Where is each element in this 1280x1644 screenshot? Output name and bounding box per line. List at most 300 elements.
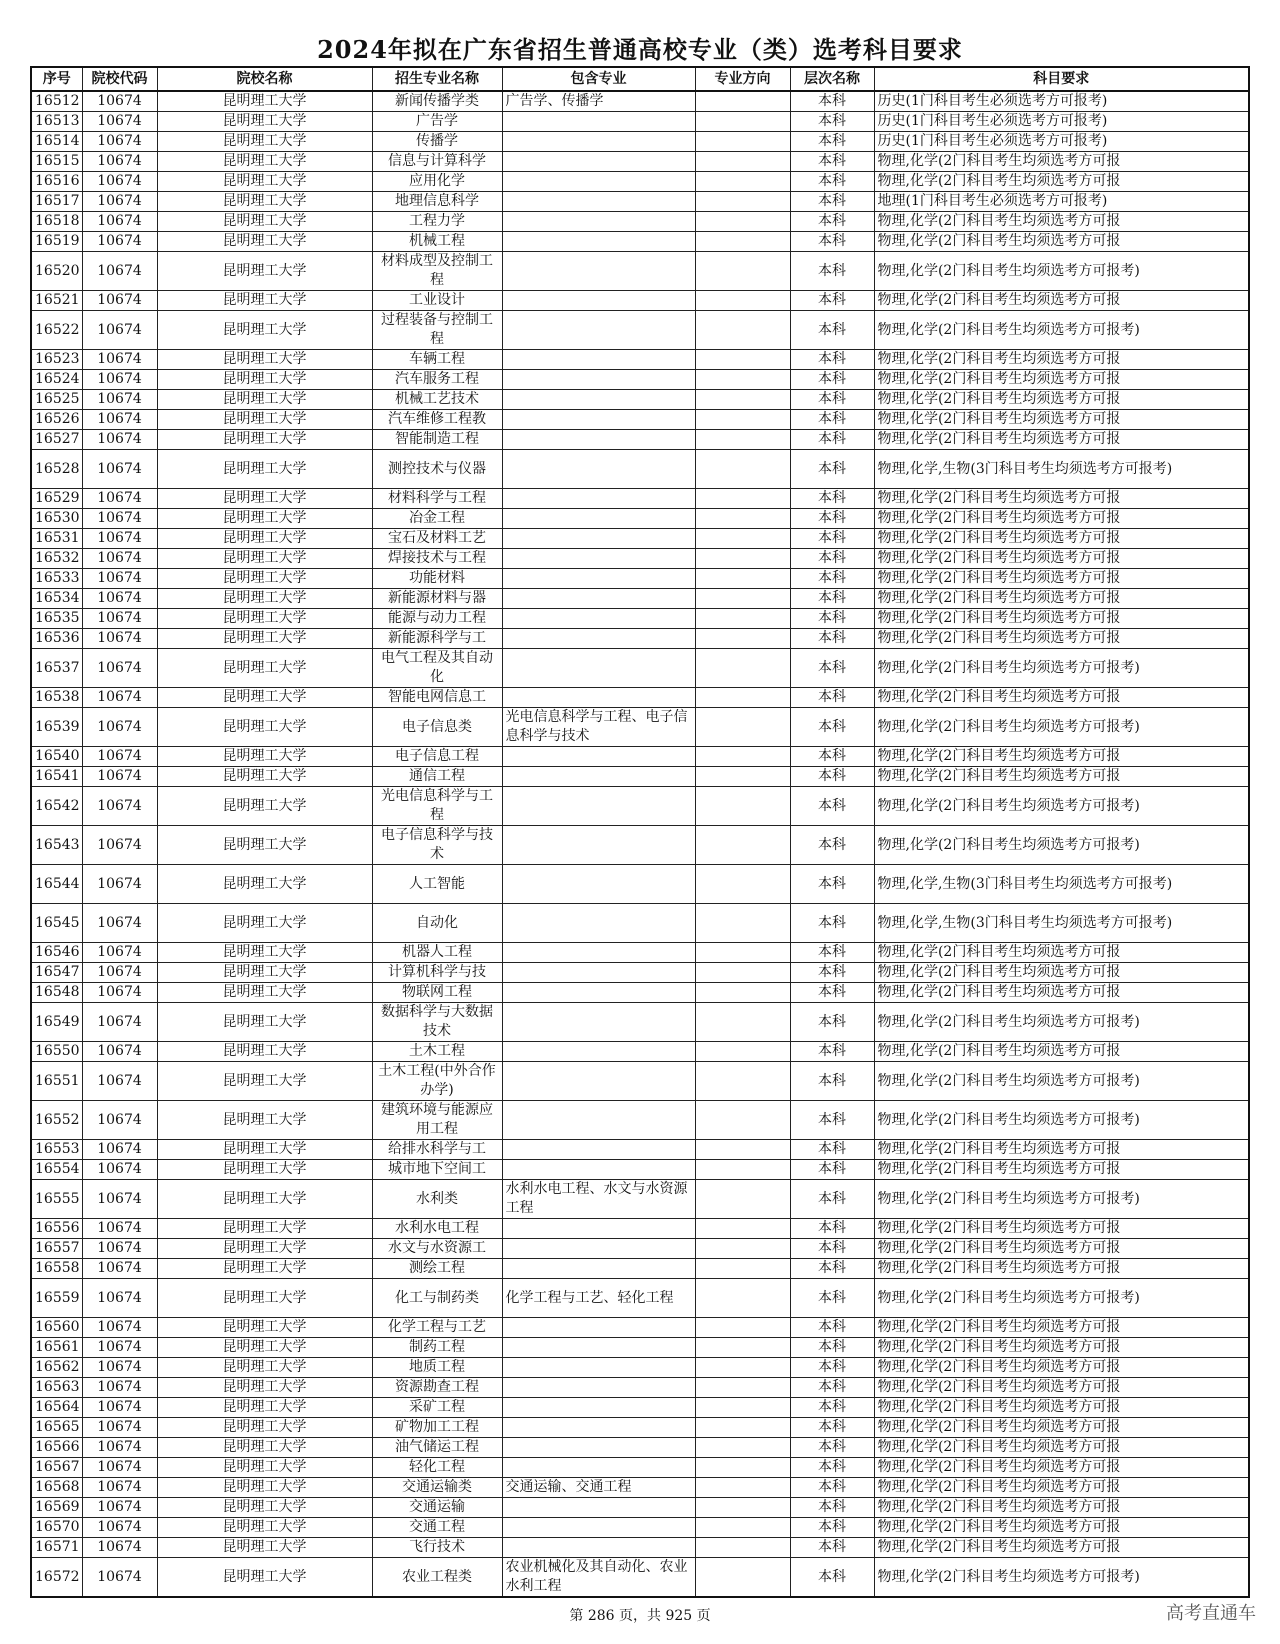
cell-major-name: 电子信息类 — [372, 708, 502, 747]
table-row — [31, 1318, 1249, 1338]
page-number: 第 286 页，共 925 页 — [569, 1608, 711, 1624]
cell-major-name: 车辆工程 — [372, 350, 502, 370]
cell-level: 本科 — [790, 1518, 874, 1538]
cell-included-majors — [502, 1538, 695, 1558]
cell-school-name: 昆明理工大学 — [157, 350, 372, 370]
cell-serial: 16546 — [31, 943, 82, 963]
cell-level: 本科 — [790, 549, 874, 569]
cell-major-direction — [695, 1398, 790, 1418]
table-row — [31, 232, 1249, 252]
cell-serial: 16560 — [31, 1318, 82, 1338]
cell-school-name: 昆明理工大学 — [157, 1279, 372, 1318]
cell-level: 本科 — [790, 430, 874, 450]
cell-major-direction — [695, 192, 790, 212]
cell-school-code: 10674 — [82, 826, 157, 865]
cell-major-name: 焊接技术与工程 — [372, 549, 502, 569]
cell-major-name: 智能制造工程 — [372, 430, 502, 450]
cell-serial: 16545 — [31, 904, 82, 943]
cell-included-majors — [502, 1318, 695, 1338]
cell-school-code: 10674 — [82, 1140, 157, 1160]
cell-serial: 16536 — [31, 629, 82, 649]
cell-subject-requirement: 物理,化学(2门科目考生均须选考方可报 — [874, 747, 1249, 767]
cell-major-direction — [695, 1558, 790, 1598]
cell-serial: 16520 — [31, 252, 82, 291]
cell-subject-requirement: 物理,化学(2门科目考生均须选考方可报 — [874, 212, 1249, 232]
cell-subject-requirement: 物理,化学(2门科目考生均须选考方可报 — [874, 291, 1249, 311]
cell-level: 本科 — [790, 192, 874, 212]
cell-school-code: 10674 — [82, 1180, 157, 1219]
cell-included-majors — [502, 1458, 695, 1478]
cell-major-direction — [695, 1239, 790, 1259]
table-row — [31, 569, 1249, 589]
cell-school-name: 昆明理工大学 — [157, 172, 372, 192]
cell-school-name: 昆明理工大学 — [157, 1160, 372, 1180]
cell-serial: 16553 — [31, 1140, 82, 1160]
cell-major-direction — [695, 629, 790, 649]
cell-school-name: 昆明理工大学 — [157, 549, 372, 569]
cell-school-name: 昆明理工大学 — [157, 767, 372, 787]
table-row — [31, 1458, 1249, 1478]
cell-major-name: 水利类 — [372, 1180, 502, 1219]
cell-level: 本科 — [790, 569, 874, 589]
cell-level: 本科 — [790, 943, 874, 963]
cell-major-direction — [695, 311, 790, 350]
cell-included-majors — [502, 152, 695, 172]
cell-major-name: 交通工程 — [372, 1518, 502, 1538]
cell-included-majors — [502, 983, 695, 1003]
cell-major-name: 光电信息科学与工程 — [372, 787, 502, 826]
cell-major-direction — [695, 390, 790, 410]
table-row — [31, 1140, 1249, 1160]
cell-serial: 16533 — [31, 569, 82, 589]
cell-serial: 16542 — [31, 787, 82, 826]
cell-school-code: 10674 — [82, 112, 157, 132]
table-row — [31, 450, 1249, 489]
cell-major-name: 机械工程 — [372, 232, 502, 252]
cell-subject-requirement: 物理,化学(2门科目考生均须选考方可报 — [874, 1538, 1249, 1558]
cell-school-name: 昆明理工大学 — [157, 569, 372, 589]
cell-level: 本科 — [790, 609, 874, 629]
cell-subject-requirement: 物理,化学(2门科目考生均须选考方可报 — [874, 509, 1249, 529]
cell-subject-requirement: 物理,化学(2门科目考生均须选考方可报 — [874, 1160, 1249, 1180]
cell-serial: 16552 — [31, 1101, 82, 1140]
cell-serial: 16516 — [31, 172, 82, 192]
cell-level: 本科 — [790, 311, 874, 350]
cell-major-name: 测绘工程 — [372, 1259, 502, 1279]
cell-serial: 16547 — [31, 963, 82, 983]
cell-included-majors — [502, 1398, 695, 1418]
cell-major-direction — [695, 450, 790, 489]
table-row — [31, 390, 1249, 410]
cell-school-code: 10674 — [82, 450, 157, 489]
cell-subject-requirement: 物理,化学(2门科目考生均须选考方可报 — [874, 1239, 1249, 1259]
table-row — [31, 1378, 1249, 1398]
cell-level: 本科 — [790, 91, 874, 112]
cell-major-direction — [695, 943, 790, 963]
cell-subject-requirement: 物理,化学(2门科目考生均须选考方可报 — [874, 1418, 1249, 1438]
cell-school-code: 10674 — [82, 1318, 157, 1338]
cell-level: 本科 — [790, 904, 874, 943]
cell-school-code: 10674 — [82, 1378, 157, 1398]
cell-major-name: 水利水电工程 — [372, 1219, 502, 1239]
cell-school-name: 昆明理工大学 — [157, 1062, 372, 1101]
cell-major-direction — [695, 1101, 790, 1140]
cell-level: 本科 — [790, 410, 874, 430]
cell-subject-requirement: 物理,化学(2门科目考生均须选考方可报 — [874, 1518, 1249, 1538]
cell-major-direction — [695, 1518, 790, 1538]
cell-subject-requirement: 物理,化学(2门科目考生均须选考方可报考) — [874, 649, 1249, 688]
table-row — [31, 291, 1249, 311]
table-row — [31, 509, 1249, 529]
cell-school-code: 10674 — [82, 1518, 157, 1538]
table-row — [31, 1518, 1249, 1538]
cell-included-majors: 广告学、传播学 — [502, 91, 695, 112]
cell-level: 本科 — [790, 172, 874, 192]
cell-school-code: 10674 — [82, 787, 157, 826]
cell-serial: 16566 — [31, 1438, 82, 1458]
cell-major-name: 物联网工程 — [372, 983, 502, 1003]
cell-school-code: 10674 — [82, 291, 157, 311]
cell-major-name: 能源与动力工程 — [372, 609, 502, 629]
cell-major-name: 汽车维修工程教 — [372, 410, 502, 430]
cell-serial: 16571 — [31, 1538, 82, 1558]
cell-included-majors — [502, 747, 695, 767]
cell-major-direction — [695, 529, 790, 549]
cell-level: 本科 — [790, 1498, 874, 1518]
cell-included-majors — [502, 1438, 695, 1458]
cell-serial: 16530 — [31, 509, 82, 529]
cell-school-code: 10674 — [82, 609, 157, 629]
cell-subject-requirement: 物理,化学(2门科目考生均须选考方可报 — [874, 1438, 1249, 1458]
cell-included-majors — [502, 904, 695, 943]
cell-level: 本科 — [790, 767, 874, 787]
cell-subject-requirement: 物理,化学(2门科目考生均须选考方可报 — [874, 232, 1249, 252]
cell-major-name: 机械工艺技术 — [372, 390, 502, 410]
cell-level: 本科 — [790, 1318, 874, 1338]
cell-major-direction — [695, 1498, 790, 1518]
cell-included-majors — [502, 1518, 695, 1538]
cell-level: 本科 — [790, 1358, 874, 1378]
cell-included-majors — [502, 1042, 695, 1062]
cell-major-direction — [695, 1538, 790, 1558]
cell-school-name: 昆明理工大学 — [157, 1239, 372, 1259]
cell-level: 本科 — [790, 826, 874, 865]
cell-subject-requirement: 物理,化学(2门科目考生均须选考方可报 — [874, 172, 1249, 192]
cell-serial: 16555 — [31, 1180, 82, 1219]
cell-serial: 16519 — [31, 232, 82, 252]
cell-subject-requirement: 物理,化学(2门科目考生均须选考方可报 — [874, 963, 1249, 983]
cell-school-code: 10674 — [82, 589, 157, 609]
cell-level: 本科 — [790, 529, 874, 549]
cell-serial: 16525 — [31, 390, 82, 410]
cell-major-direction — [695, 904, 790, 943]
cell-level: 本科 — [790, 232, 874, 252]
cell-serial: 16554 — [31, 1160, 82, 1180]
cell-major-name: 计算机科学与技 — [372, 963, 502, 983]
cell-serial: 16550 — [31, 1042, 82, 1062]
cell-major-direction — [695, 1338, 790, 1358]
cell-subject-requirement: 物理,化学(2门科目考生均须选考方可报 — [874, 390, 1249, 410]
table-row — [31, 172, 1249, 192]
cell-level: 本科 — [790, 1279, 874, 1318]
cell-school-name: 昆明理工大学 — [157, 1318, 372, 1338]
cell-level: 本科 — [790, 708, 874, 747]
header-included-majors: 包含专业 — [502, 67, 695, 91]
cell-serial: 16534 — [31, 589, 82, 609]
cell-subject-requirement: 物理,化学(2门科目考生均须选考方可报考) — [874, 1062, 1249, 1101]
cell-school-code: 10674 — [82, 569, 157, 589]
cell-major-direction — [695, 649, 790, 688]
cell-serial: 16565 — [31, 1418, 82, 1438]
cell-school-name: 昆明理工大学 — [157, 1398, 372, 1418]
cell-school-code: 10674 — [82, 152, 157, 172]
cell-school-name: 昆明理工大学 — [157, 1140, 372, 1160]
cell-level: 本科 — [790, 291, 874, 311]
cell-level: 本科 — [790, 1239, 874, 1259]
cell-subject-requirement: 物理,化学(2门科目考生均须选考方可报 — [874, 1259, 1249, 1279]
table-row — [31, 1478, 1249, 1498]
cell-included-majors — [502, 963, 695, 983]
cell-included-majors: 交通运输、交通工程 — [502, 1478, 695, 1498]
cell-included-majors — [502, 1358, 695, 1378]
cell-major-name: 化工与制药类 — [372, 1279, 502, 1318]
cell-level: 本科 — [790, 390, 874, 410]
cell-school-code: 10674 — [82, 390, 157, 410]
cell-school-code: 10674 — [82, 509, 157, 529]
cell-school-name: 昆明理工大学 — [157, 370, 372, 390]
cell-included-majors — [502, 569, 695, 589]
cell-major-name: 智能电网信息工 — [372, 688, 502, 708]
cell-school-code: 10674 — [82, 311, 157, 350]
cell-school-code: 10674 — [82, 252, 157, 291]
cell-level: 本科 — [790, 1101, 874, 1140]
cell-subject-requirement: 物理,化学(2门科目考生均须选考方可报 — [874, 1318, 1249, 1338]
cell-level: 本科 — [790, 509, 874, 529]
cell-included-majors — [502, 311, 695, 350]
table-row — [31, 1042, 1249, 1062]
cell-school-name: 昆明理工大学 — [157, 1518, 372, 1538]
cell-school-code: 10674 — [82, 370, 157, 390]
cell-level: 本科 — [790, 152, 874, 172]
cell-level: 本科 — [790, 1338, 874, 1358]
cell-school-name: 昆明理工大学 — [157, 410, 372, 430]
cell-subject-requirement: 历史(1门科目考生必须选考方可报考) — [874, 132, 1249, 152]
cell-subject-requirement: 物理,化学(2门科目考生均须选考方可报 — [874, 1338, 1249, 1358]
cell-major-name: 人工智能 — [372, 865, 502, 904]
cell-school-name: 昆明理工大学 — [157, 904, 372, 943]
cell-school-name: 昆明理工大学 — [157, 390, 372, 410]
cell-serial: 16544 — [31, 865, 82, 904]
cell-subject-requirement: 历史(1门科目考生必须选考方可报考) — [874, 112, 1249, 132]
cell-school-code: 10674 — [82, 963, 157, 983]
cell-school-code: 10674 — [82, 1538, 157, 1558]
cell-level: 本科 — [790, 1458, 874, 1478]
cell-subject-requirement: 物理,化学(2门科目考生均须选考方可报 — [874, 410, 1249, 430]
cell-subject-requirement: 物理,化学(2门科目考生均须选考方可报 — [874, 1378, 1249, 1398]
table-body — [31, 91, 1249, 1597]
cell-school-name: 昆明理工大学 — [157, 1558, 372, 1598]
cell-major-direction — [695, 370, 790, 390]
cell-school-code: 10674 — [82, 1062, 157, 1101]
cell-major-direction — [695, 212, 790, 232]
table-row — [31, 1160, 1249, 1180]
cell-major-name: 农业工程类 — [372, 1558, 502, 1598]
cell-serial: 16535 — [31, 609, 82, 629]
cell-major-name: 数据科学与大数据技术 — [372, 1003, 502, 1042]
cell-level: 本科 — [790, 450, 874, 489]
cell-subject-requirement: 物理,化学(2门科目考生均须选考方可报 — [874, 1478, 1249, 1498]
cell-school-code: 10674 — [82, 1398, 157, 1418]
cell-serial: 16517 — [31, 192, 82, 212]
table-row — [31, 826, 1249, 865]
cell-included-majors — [502, 865, 695, 904]
table-row — [31, 865, 1249, 904]
cell-major-name: 化学工程与工艺 — [372, 1318, 502, 1338]
cell-major-name: 城市地下空间工 — [372, 1160, 502, 1180]
cell-level: 本科 — [790, 787, 874, 826]
cell-included-majors — [502, 629, 695, 649]
cell-subject-requirement: 物理,化学(2门科目考生均须选考方可报考) — [874, 1101, 1249, 1140]
cell-included-majors — [502, 1219, 695, 1239]
cell-school-code: 10674 — [82, 172, 157, 192]
cell-school-name: 昆明理工大学 — [157, 787, 372, 826]
table-row — [31, 1003, 1249, 1042]
cell-major-name: 工业设计 — [372, 291, 502, 311]
cell-major-direction — [695, 132, 790, 152]
page-title: 2024年拟在广东省招生普通高校专业（类）选考科目要求 — [317, 35, 963, 64]
cell-school-code: 10674 — [82, 410, 157, 430]
cell-major-direction — [695, 826, 790, 865]
cell-included-majors — [502, 943, 695, 963]
requirements-table — [30, 66, 1250, 1598]
cell-major-direction — [695, 489, 790, 509]
table-row — [31, 943, 1249, 963]
table-row — [31, 1279, 1249, 1318]
table-row — [31, 1338, 1249, 1358]
cell-major-direction — [695, 1219, 790, 1239]
cell-major-name: 信息与计算科学 — [372, 152, 502, 172]
cell-school-name: 昆明理工大学 — [157, 291, 372, 311]
cell-major-direction — [695, 232, 790, 252]
cell-school-code: 10674 — [82, 192, 157, 212]
cell-major-direction — [695, 1279, 790, 1318]
cell-included-majors: 光电信息科学与工程、电子信息科学与技术 — [502, 708, 695, 747]
cell-included-majors — [502, 450, 695, 489]
cell-major-name: 广告学 — [372, 112, 502, 132]
cell-school-code: 10674 — [82, 649, 157, 688]
cell-serial: 16526 — [31, 410, 82, 430]
cell-subject-requirement: 物理,化学(2门科目考生均须选考方可报 — [874, 609, 1249, 629]
cell-school-code: 10674 — [82, 91, 157, 112]
cell-included-majors — [502, 350, 695, 370]
cell-serial: 16528 — [31, 450, 82, 489]
cell-serial: 16532 — [31, 549, 82, 569]
cell-level: 本科 — [790, 1003, 874, 1042]
cell-level: 本科 — [790, 1418, 874, 1438]
cell-school-name: 昆明理工大学 — [157, 212, 372, 232]
cell-school-name: 昆明理工大学 — [157, 826, 372, 865]
cell-school-name: 昆明理工大学 — [157, 963, 372, 983]
cell-school-name: 昆明理工大学 — [157, 983, 372, 1003]
cell-serial: 16529 — [31, 489, 82, 509]
table-row — [31, 1239, 1249, 1259]
cell-serial: 16567 — [31, 1458, 82, 1478]
cell-major-name: 新能源科学与工 — [372, 629, 502, 649]
cell-major-direction — [695, 1160, 790, 1180]
cell-subject-requirement: 物理,化学,生物(3门科目考生均须选考方可报考) — [874, 865, 1249, 904]
cell-major-name: 应用化学 — [372, 172, 502, 192]
cell-major-direction — [695, 172, 790, 192]
cell-level: 本科 — [790, 112, 874, 132]
cell-major-direction — [695, 112, 790, 132]
cell-school-code: 10674 — [82, 1418, 157, 1438]
cell-major-direction — [695, 350, 790, 370]
cell-level: 本科 — [790, 747, 874, 767]
cell-level: 本科 — [790, 370, 874, 390]
cell-included-majors — [502, 509, 695, 529]
cell-school-name: 昆明理工大学 — [157, 489, 372, 509]
cell-included-majors — [502, 609, 695, 629]
cell-included-majors — [502, 1259, 695, 1279]
cell-subject-requirement: 物理,化学(2门科目考生均须选考方可报 — [874, 569, 1249, 589]
cell-school-code: 10674 — [82, 1259, 157, 1279]
cell-major-name: 土木工程(中外合作办学) — [372, 1062, 502, 1101]
cell-included-majors — [502, 589, 695, 609]
header-major-name: 招生专业名称 — [372, 67, 502, 91]
cell-school-name: 昆明理工大学 — [157, 311, 372, 350]
cell-level: 本科 — [790, 983, 874, 1003]
cell-subject-requirement: 物理,化学(2门科目考生均须选考方可报 — [874, 767, 1249, 787]
cell-school-code: 10674 — [82, 943, 157, 963]
cell-major-direction — [695, 708, 790, 747]
cell-serial: 16570 — [31, 1518, 82, 1538]
cell-school-name: 昆明理工大学 — [157, 609, 372, 629]
cell-subject-requirement: 物理,化学(2门科目考生均须选考方可报 — [874, 943, 1249, 963]
cell-included-majors — [502, 826, 695, 865]
table-row — [31, 212, 1249, 232]
cell-major-name: 水文与水资源工 — [372, 1239, 502, 1259]
cell-subject-requirement: 物理,化学(2门科目考生均须选考方可报考) — [874, 708, 1249, 747]
cell-school-code: 10674 — [82, 904, 157, 943]
cell-subject-requirement: 物理,化学(2门科目考生均须选考方可报 — [874, 1219, 1249, 1239]
cell-level: 本科 — [790, 629, 874, 649]
table-row — [31, 787, 1249, 826]
cell-major-direction — [695, 688, 790, 708]
cell-major-direction — [695, 1259, 790, 1279]
cell-major-name: 汽车服务工程 — [372, 370, 502, 390]
table-row — [31, 1358, 1249, 1378]
cell-level: 本科 — [790, 589, 874, 609]
table-row — [31, 1062, 1249, 1101]
cell-major-name: 轻化工程 — [372, 1458, 502, 1478]
cell-level: 本科 — [790, 1378, 874, 1398]
cell-major-name: 电气工程及其自动化 — [372, 649, 502, 688]
table-row — [31, 529, 1249, 549]
cell-serial: 16539 — [31, 708, 82, 747]
cell-school-name: 昆明理工大学 — [157, 509, 372, 529]
cell-school-name: 昆明理工大学 — [157, 1438, 372, 1458]
cell-serial: 16561 — [31, 1338, 82, 1358]
cell-school-code: 10674 — [82, 529, 157, 549]
table-row — [31, 549, 1249, 569]
cell-school-code: 10674 — [82, 132, 157, 152]
cell-school-name: 昆明理工大学 — [157, 747, 372, 767]
cell-level: 本科 — [790, 1438, 874, 1458]
cell-subject-requirement: 历史(1门科目考生必须选考方可报考) — [874, 91, 1249, 112]
header-subject-requirement: 科目要求 — [874, 67, 1249, 91]
cell-included-majors — [502, 112, 695, 132]
cell-included-majors — [502, 192, 695, 212]
